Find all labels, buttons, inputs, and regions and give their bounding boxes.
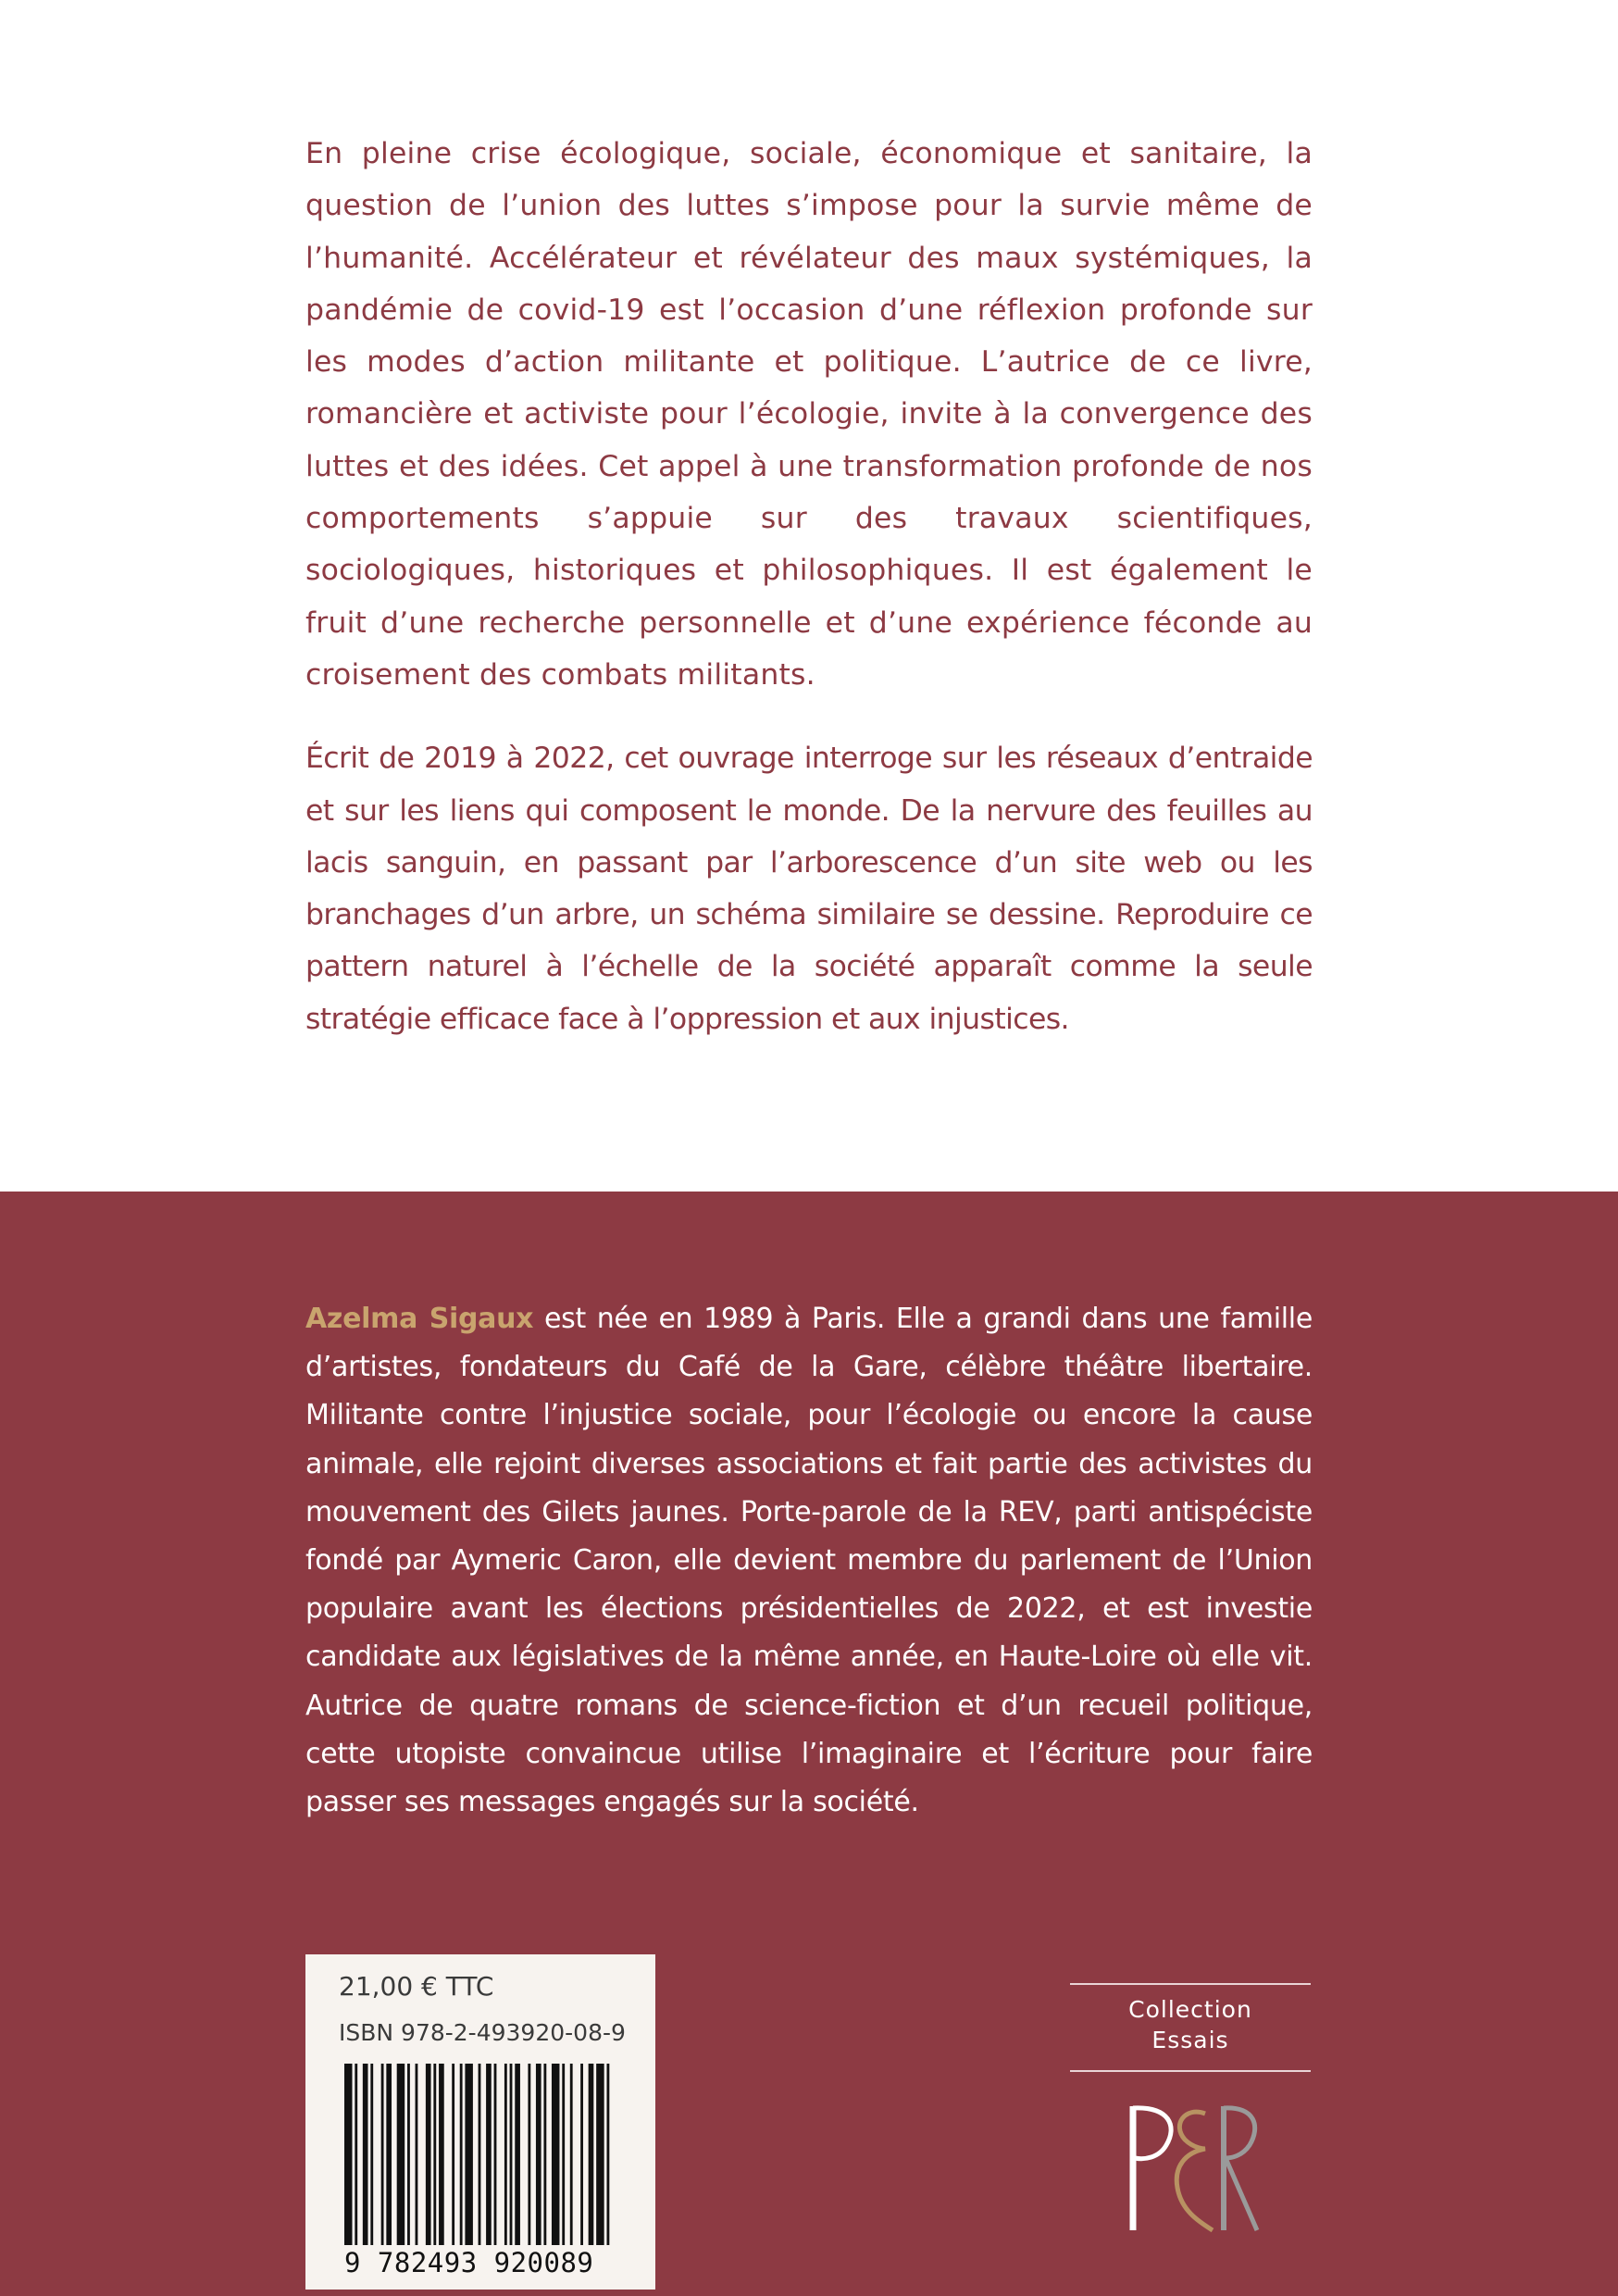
author-name: Azelma Sigaux — [305, 1303, 534, 1335]
publisher-logo-icon — [1120, 2099, 1264, 2238]
collection-name: Essais — [1151, 2027, 1229, 2053]
price-barcode-box — [305, 1954, 655, 2290]
barcode-icon — [344, 2064, 615, 2245]
blurb-paragraph-2: Écrit de 2019 à 2022, cet ouvrage interroge sur les réseaux d’entraide et sur les liens qui composent le monde. De la nervure des feuilles au lacis sanguin, en passant par l’arborescence d’un site web ou les branchages d’un arbre, un schéma similaire se dessine. Reproduire ce pattern naturel à l’échelle de la société apparaît comme la seule stratégie efficace face à l’oppression et aux injustices. — [305, 742, 1313, 1036]
author-section — [0, 1192, 1618, 2296]
collection-badge — [1070, 1983, 1311, 2072]
isbn-label: ISBN 978-2-493920-08-9 — [339, 2019, 626, 2046]
blurb-paragraph-1: En pleine crise écologique, sociale, économique et sanitaire, la question de l’union des luttes s’impose pour la survie même de l’humanité. Accélérateur et révélateur des maux systémiques, la pandémie de covid-19 est l’occasion d’une réflexion profonde sur les modes d’action militante et politique. L’autrice de ce livre, romancière et activiste pour l’écologie, invite à la convergence des luttes et des idées. Cet appel à une transformation profonde de nos comportements s’appuie sur des travaux scientifiques, sociologiques, historiques et philosophiques. Il est également le fruit d’une recherche personnelle et d’une expérience féconde au croisement des combats militants. — [305, 137, 1313, 692]
author-bio-text: est née en 1989 à Paris. Elle a grandi dans une famille d’artistes, fondateurs du Café de la Gare, célèbre théâtre libertaire. Militante contre l’injustice sociale, pour l’écologie ou encore la cause animale, elle rejoint diverses associations et fait partie des activistes du mouvement des Gilets jaunes. Porte-parole de la REV, parti antispéciste fondé par Aymeric Caron, elle devient membre du parlement de l’Union populaire avant les élections présidentielles de 2022, et est investie candidate aux législatives de la même année, en Haute-Loire où elle vit. Autrice de quatre romans de science-fiction et d’un recueil politique, cette utopiste convaincue utilise l’imaginaire et l’écriture pour faire passer ses messages engagés sur la société. — [305, 1303, 1313, 1819]
author-bio — [305, 1295, 1313, 1827]
collection-label: Collection — [1128, 1996, 1252, 2023]
price-label: 21,00 € TTC — [339, 1971, 494, 2002]
blurb-text — [305, 128, 1313, 1045]
barcode-digits: 9 782493 920089 — [344, 2247, 594, 2278]
